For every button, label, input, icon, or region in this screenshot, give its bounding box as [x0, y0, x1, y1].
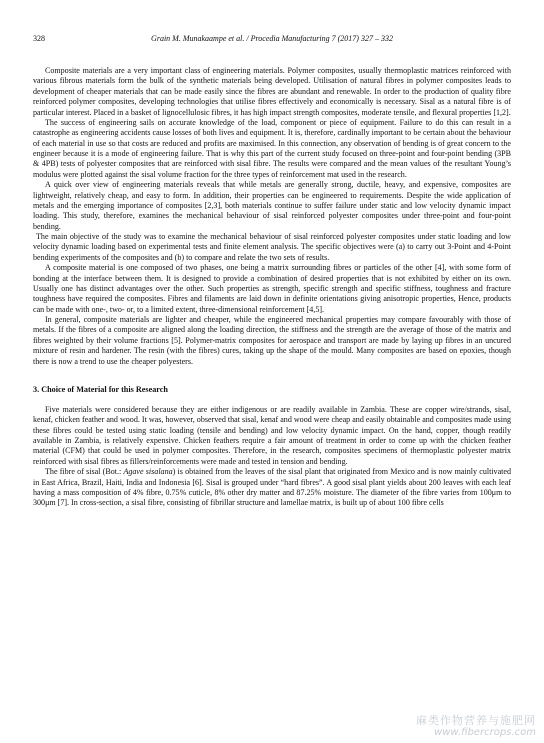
p2-text-start: The fibre of sisal (Bot.:	[45, 467, 124, 477]
paragraph-intro-1: Composite materials are a very important class of engineering materials. Polymer composites, usually thermoplastic matrices reinforced with various fibrous materials form the bulk of the synthetic materials being developed. Utilisation of natural fibres in polymer composites leads to development of cheaper materials that can be made easily since the fibres are abundant and renewable. In order to the production of quality fibre reinforced polymer composites, developing technologies that utilise fibres effectively and economically is necessary. Sisal as a natural fibre is of particular interest. Placed in a basket of lignocellulosic fibres, it has high impact strength composites, moderate tensile, and flexural properties [1,2].	[33, 66, 511, 117]
watermark-url: www.fibercrops.com	[434, 727, 536, 738]
page-number: 328	[33, 34, 45, 43]
paragraph-intro-3: A quick over view of engineering materials reveals that while metals are generally strong, ductile, heavy, and expensive, composites are lightweight, relatively cheap, and easy to form. In addition, their properties can be engineered to requirements. Despite the wide application of metals and the emerging importance of composites [2,3], both materials continue to suffer failure under static and low velocity dynamic impact loading. This study, therefore, examines the mechanical behaviour of sisal reinforced polyester composites under three-point and four-point bending.	[33, 180, 511, 231]
watermark-title: 麻类作物营养与施肥网	[416, 714, 536, 727]
paragraph-intro-6: In general, composite materials are lighter and cheaper, while the engineered mechanical properties may compare favourably with those of metals. If the fibres of a composite are aligned along the loading direction, the stiffness and the strength are the average of those of the matrix and fibres weighted by their volume fractions [5]. Polymer-matrix composites for aerospace and transport are made by laying up fibres in an uncured mixture of resin and hardener. The resin (with the fibres) cures, taking up the shape of the mould. Many composites are based on epoxies, though there is now a trend to use the cheaper polyesters.	[33, 315, 511, 366]
paragraph-intro-4: The main objective of the study was to examine the mechanical behaviour of sisal reinforced polyester composites under static loading and low velocity dynamic loading based on experimental tests and finite element analysis. The specific objectives were (a) to carry out 3-Point and 4-Point bending experiments of the composites and (b) to compare and relate the two sets of results.	[33, 232, 511, 262]
section3-paragraph-2	[33, 467, 511, 509]
paragraph-intro-5: A composite material is one composed of two phases, one being a matrix surrounding fibres or particles of the other [4], with some form of bonding at the interface between them. It is designed to provide a combination of desired properties that is not exhibited by either on its own. Usually one has distinct advantages over the other. Such properties as strength, specific strength and specific stiffness, toughness and fracture toughness have required the composites. Fibres and filaments are laid down in definite orientations giving anisotropic properties, Hence, products can be made with one-, two- or, to a limited extent, three-dimensional reinforcement [4,5].	[33, 263, 511, 314]
running-head: Grain M. Munakaampe et al. / Procedia Manufacturing 7 (2017) 327 – 332	[151, 34, 393, 43]
section3-paragraph-1: Five materials were considered because they are either indigenous or are readily available in Zambia. These are copper wire/strands, sisal, kenaf, chicken feather and wood. It was, however, observed that sisal, kenaf and wood were cheap and easily obtainable and composites made using these fibres could be tested using static loading (tensile and bending) and low velocity dynamic impact. On the hand, copper, though readily available in Zambia, is relatively expensive. Chicken feathers require a fair amount of treatment in order to come up with the chicken feather material (CFM) that could be used in polymer composites. Therefore, in the research, composites specimens of thermoplastic polyester matrix reinforced with sisal fibres as fillers/reinforcements were made and tested in tension and bending.	[33, 404, 511, 466]
section-heading: 3. Choice of Material for this Research	[33, 384, 168, 394]
p2-text-end: ) is obtained from the leaves of the sisal plant that originated from Mexico and is now mainly cultivated in East Africa, Brazil, Haiti, India and Indonesia [6]. Sisal is grouped under “hard fibres”. A good sisal plant yields about 200 leaves with each leaf having a mass composition of 4% fibre, 0.75% cuticle, 8% other dry matter and 87.25% moisture. The diameter of the fibre varies from 100μm to 300μm [7]. In cross-section, a sisal fibre, consisting of fibrillar structure and lamellae matrix, is built up of about 100 fibre cells	[33, 467, 511, 508]
watermark	[416, 714, 536, 739]
page-header	[33, 32, 511, 46]
paragraph-intro-2: The success of engineering sails on accurate knowledge of the load, component or piece of equipment. Failure to do this can result in a catastrophe as engineering accidents cause losses of both lives and equipment. It is, therefore, cardinally important to be certain about the behaviour of each material in use so that costs are reduced and profits are maximised. In this connection, any observation of bending is of great concern to the engineer because it is a mode of engineering failure. That is why this part of the current study focused on three-point and four-point bending (3PB & 4PB) tests of polyester composites that are reinforced with sisal fibre. The results were compared and the mean values of the resultant Young’s modulus were plotted against the sisal volume fraction for the three types of reinforcement mat used in the research.	[33, 117, 511, 179]
botanical-name: Agave sisalana	[123, 467, 173, 477]
article-body	[33, 66, 511, 509]
